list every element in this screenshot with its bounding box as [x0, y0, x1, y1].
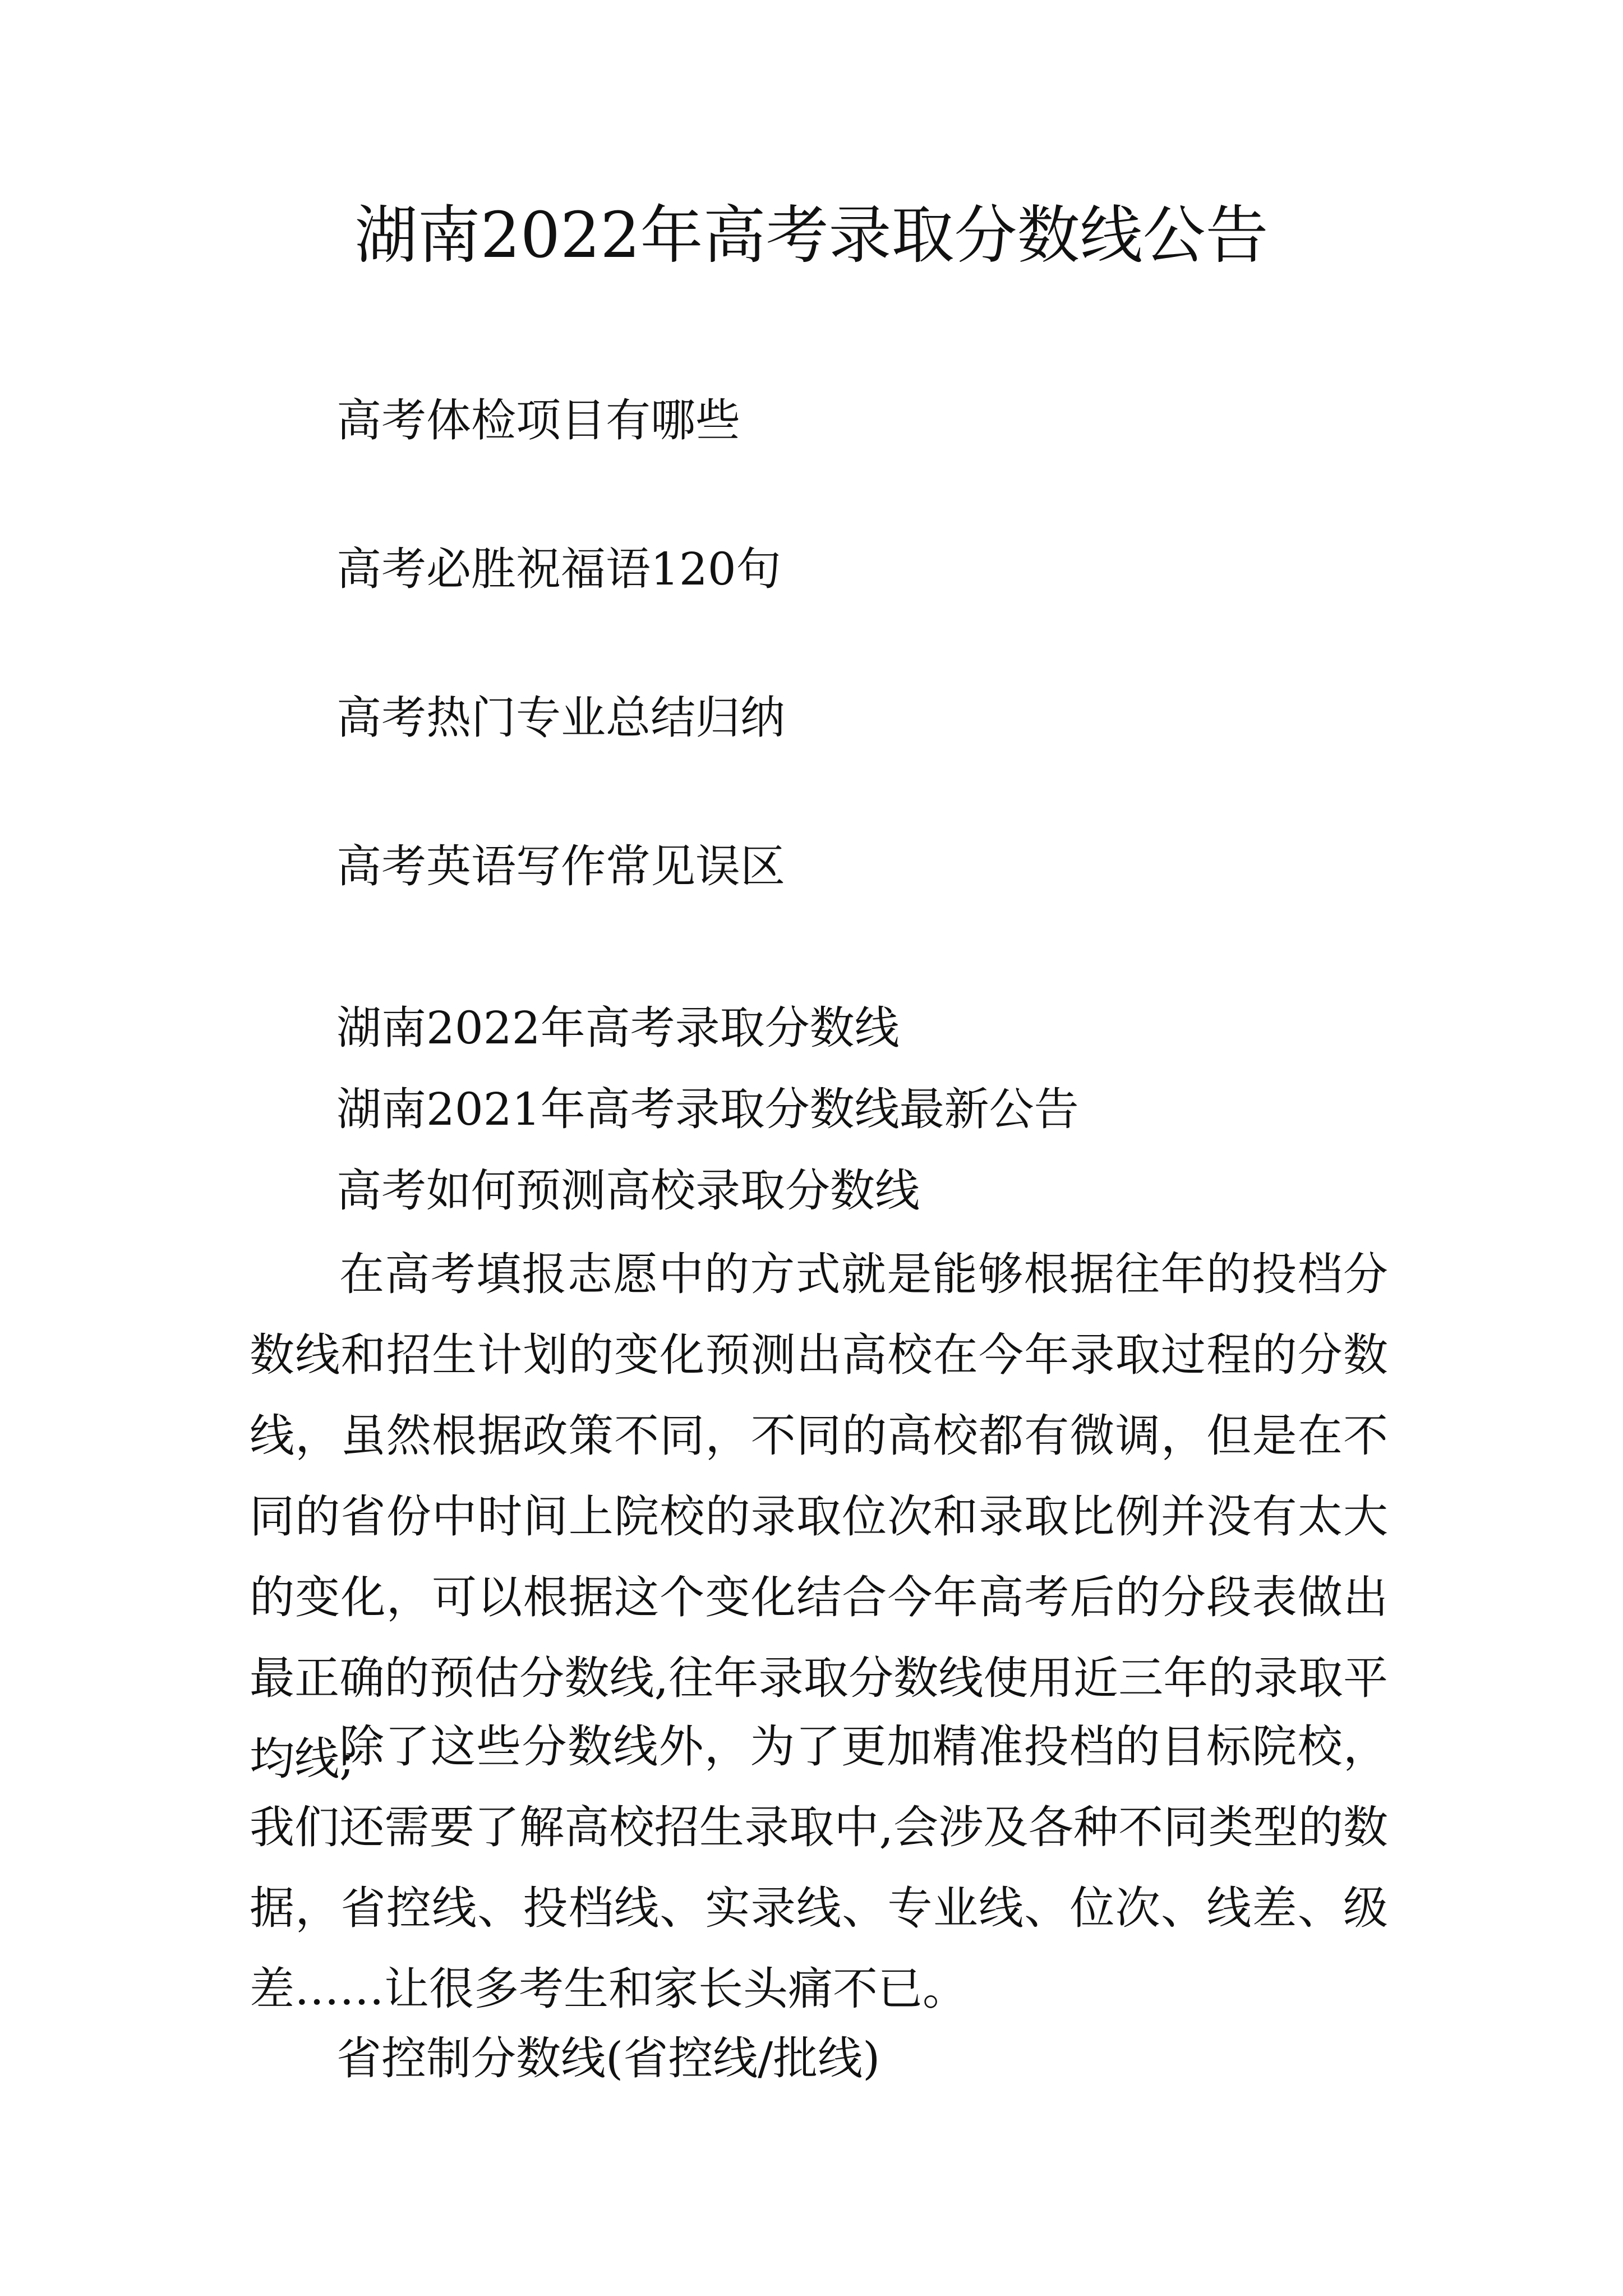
related-link-3[interactable]: 高考热门专业总结归纳	[336, 692, 785, 744]
related-link-2[interactable]: 高考必胜祝福语120句	[336, 543, 781, 595]
section-heading: 省控制分数线(省控线/批线)	[336, 2032, 880, 2085]
sub-heading-3: 高考如何预测高校录取分数线	[336, 1165, 920, 1217]
body-paragraph-1: 在高考填报志愿中的方式就是能够根据往年的投档分数线和招生计划的变化预测出高校在今年录取过程的分数线，虽然根据政策不同，不同的高校都有微调，但是在不同的省份中时间上院校的录取位次和录取比例并没有太大的变化，可以根据这个变化结合今年高考后的分段表做出最正确的预估分数线,往年录取分数线使用近三年的录取平均线;	[250, 1248, 1388, 1785]
sub-heading-2: 湖南2021年高考录取分数线最新公告	[336, 1083, 1079, 1135]
document-title: 湖南2022年高考录取分数线公告	[354, 199, 1269, 272]
body-paragraph-2: 除了这些分数线外，为了更加精准投档的目标院校，我们还需要了解高校招生录取中,会涉及各种不同类型的数据，省控线、投档线、实录线、专业线、位次、线差、级差……让很多考生和家长头痛不已。	[250, 1720, 1388, 2015]
related-link-1[interactable]: 高考体检项目有哪些	[336, 394, 740, 447]
related-link-4[interactable]: 高考英语写作常见误区	[336, 840, 785, 892]
sub-heading-1: 湖南2022年高考录取分数线	[336, 1002, 900, 1054]
